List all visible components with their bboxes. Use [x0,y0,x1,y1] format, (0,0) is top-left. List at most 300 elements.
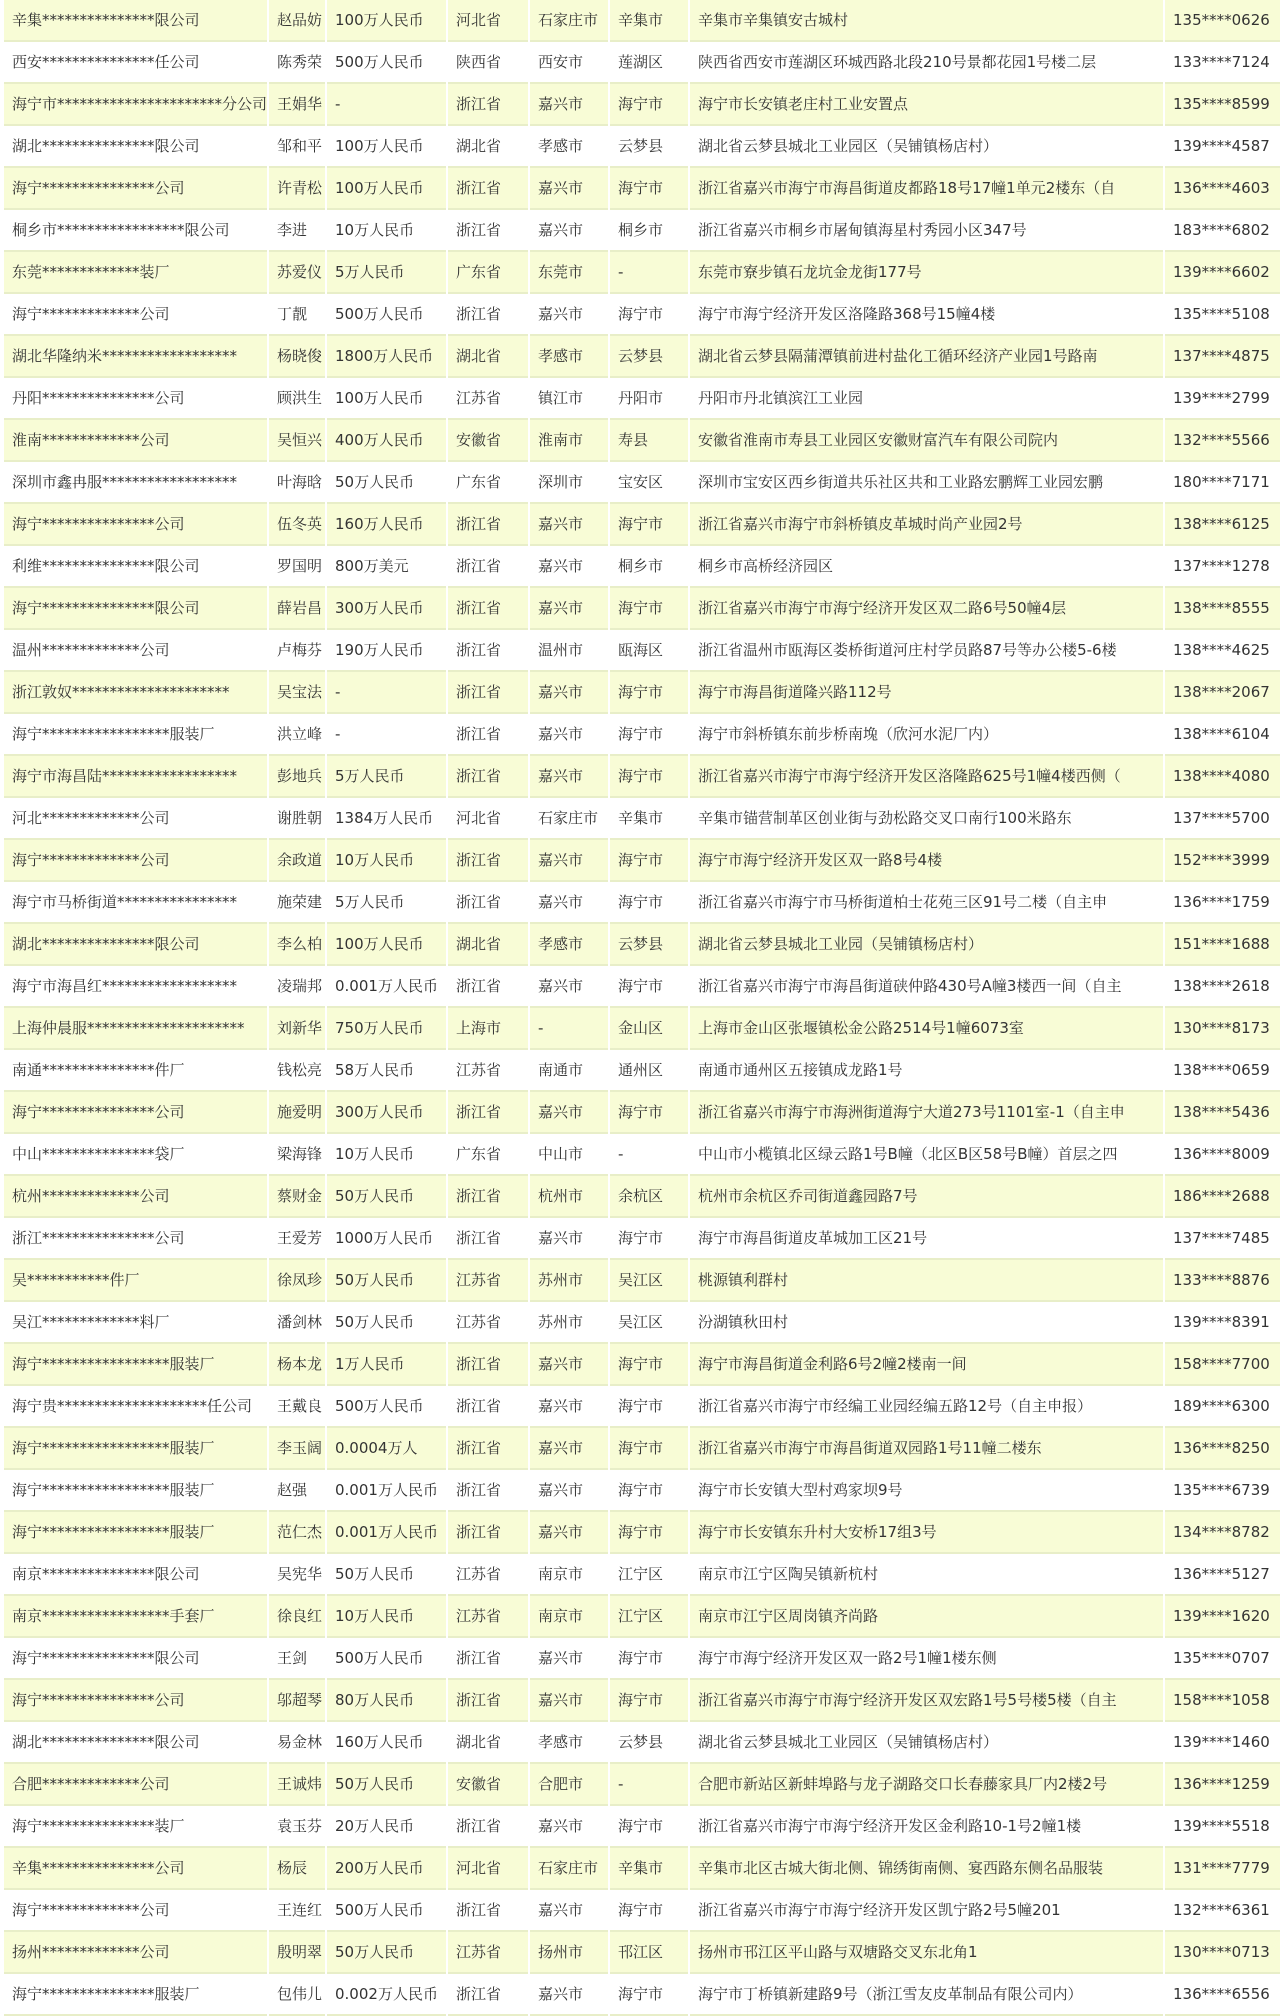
province-cell: 浙江省 [448,1218,528,1260]
province-cell: 浙江省 [448,840,528,882]
legal-rep-cell: 凌瑞邦 [269,966,325,1008]
phone-cell: 130****8173 [1165,1008,1280,1050]
phone-cell: 151****1688 [1165,924,1280,966]
legal-rep-cell: 薛岩昌 [269,588,325,630]
company-name-cell: 上海仲晨服********************* [4,1008,267,1050]
address-cell: 辛集市辛集镇安古城村 [690,0,1163,42]
company-name-cell: 西安***************任公司 [4,42,267,84]
company-name-cell: 海宁*****************服装厂 [4,1512,267,1554]
phone-cell: 183****6802 [1165,210,1280,252]
city-cell: 嘉兴市 [530,840,608,882]
company-table [2,0,1280,2016]
phone-cell: 152****3999 [1165,840,1280,882]
province-cell: 浙江省 [448,546,528,588]
company-name-cell: 辛集***************公司 [4,1848,267,1890]
district-cell: 海宁市 [610,294,688,336]
table-row [4,798,1280,840]
capital-cell: 10万人民币 [327,1134,446,1176]
legal-rep-cell: 洪立峰 [269,714,325,756]
province-cell: 江苏省 [448,1260,528,1302]
city-cell: 嘉兴市 [530,966,608,1008]
legal-rep-cell: 吴宪华 [269,1554,325,1596]
district-cell: 海宁市 [610,1890,688,1932]
table-row [4,1806,1280,1848]
capital-cell: 10万人民币 [327,210,446,252]
legal-rep-cell: 李进 [269,210,325,252]
company-name-cell: 丹阳***************公司 [4,378,267,420]
address-cell: 浙江省嘉兴市海宁市海昌街道皮都路18号17幢1单元2楼东（自 [690,168,1163,210]
address-cell: 南京市江宁区陶吴镇新杭村 [690,1554,1163,1596]
address-cell: 桐乡市高桥经济园区 [690,546,1163,588]
city-cell: 南京市 [530,1596,608,1638]
company-name-cell: 海宁*************公司 [4,1890,267,1932]
legal-rep-cell: 徐凤珍 [269,1260,325,1302]
capital-cell: 0.001万人民币 [327,966,446,1008]
district-cell: - [610,252,688,294]
table-row [4,588,1280,630]
province-cell: 浙江省 [448,1512,528,1554]
province-cell: 上海市 [448,1008,528,1050]
address-cell: 浙江省嘉兴市海宁市海昌街道双园路1号11幢二楼东 [690,1428,1163,1470]
province-cell: 浙江省 [448,966,528,1008]
capital-cell: 50万人民币 [327,1302,446,1344]
company-name-cell: 淮南*************公司 [4,420,267,462]
table-row [4,1386,1280,1428]
legal-rep-cell: 杨辰 [269,1848,325,1890]
city-cell: 石家庄市 [530,0,608,42]
district-cell: 海宁市 [610,1512,688,1554]
company-name-cell: 杭州*************公司 [4,1176,267,1218]
legal-rep-cell: 伍冬英 [269,504,325,546]
phone-cell: 137****7485 [1165,1218,1280,1260]
table-row [4,336,1280,378]
district-cell: 通州区 [610,1050,688,1092]
table-row [4,630,1280,672]
address-cell: 辛集市北区古城大街北侧、锦绣街南侧、宴西路东侧名品服装 [690,1848,1163,1890]
city-cell: 温州市 [530,630,608,672]
province-cell: 浙江省 [448,1428,528,1470]
district-cell: 江宁区 [610,1554,688,1596]
legal-rep-cell: 李么柏 [269,924,325,966]
table-row [4,1722,1280,1764]
legal-rep-cell: 顾洪生 [269,378,325,420]
capital-cell: 1万人民币 [327,1344,446,1386]
phone-cell: 135****6739 [1165,1470,1280,1512]
district-cell: 海宁市 [610,714,688,756]
city-cell: 石家庄市 [530,798,608,840]
province-cell: 浙江省 [448,630,528,672]
phone-cell: 139****5518 [1165,1806,1280,1848]
capital-cell: 750万人民币 [327,1008,446,1050]
table-row [4,1008,1280,1050]
company-name-cell: 海宁*****************服装厂 [4,1344,267,1386]
district-cell: 海宁市 [610,1680,688,1722]
province-cell: 浙江省 [448,294,528,336]
company-name-cell: 浙江***************公司 [4,1218,267,1260]
company-name-cell: 桐乡市*****************限公司 [4,210,267,252]
province-cell: 浙江省 [448,84,528,126]
address-cell: 海宁市海宁经济开发区双一路2号1幢1楼东侧 [690,1638,1163,1680]
district-cell: 海宁市 [610,84,688,126]
province-cell: 浙江省 [448,714,528,756]
province-cell: 江苏省 [448,1050,528,1092]
district-cell: 海宁市 [610,1092,688,1134]
phone-cell: 132****5566 [1165,420,1280,462]
phone-cell: 180****7171 [1165,462,1280,504]
city-cell: 嘉兴市 [530,1680,608,1722]
address-cell: 海宁市斜桥镇东前步桥南堍（欣河水泥厂内） [690,714,1163,756]
phone-cell: 135****0707 [1165,1638,1280,1680]
phone-cell: 138****6125 [1165,504,1280,546]
company-name-cell: 温州*************公司 [4,630,267,672]
legal-rep-cell: 王诚炜 [269,1764,325,1806]
legal-rep-cell: 施爱明 [269,1092,325,1134]
address-cell: 海宁市长安镇东升村大安桥17组3号 [690,1512,1163,1554]
city-cell: 嘉兴市 [530,1890,608,1932]
capital-cell: 0.0004万人 [327,1428,446,1470]
district-cell: 吴江区 [610,1260,688,1302]
capital-cell: 0.001万人民币 [327,1512,446,1554]
table-row [4,1596,1280,1638]
company-name-cell: 利维***************限公司 [4,546,267,588]
table-row [4,252,1280,294]
legal-rep-cell: 赵强 [269,1470,325,1512]
company-name-cell: 海宁市海昌红****************** [4,966,267,1008]
city-cell: 苏州市 [530,1260,608,1302]
legal-rep-cell: 王连红 [269,1890,325,1932]
legal-rep-cell: 潘剑林 [269,1302,325,1344]
phone-cell: 136****8250 [1165,1428,1280,1470]
company-name-cell: 浙江敦奴********************* [4,672,267,714]
address-cell: 浙江省嘉兴市海宁市海宁经济开发区金利路10-1号2幢1楼 [690,1806,1163,1848]
district-cell: 金山区 [610,1008,688,1050]
legal-rep-cell: 余政道 [269,840,325,882]
city-cell: 嘉兴市 [530,210,608,252]
city-cell: 镇江市 [530,378,608,420]
legal-rep-cell: 邬超琴 [269,1680,325,1722]
address-cell: 海宁市海昌街道金利路6号2幢2楼南一间 [690,1344,1163,1386]
address-cell: 海宁市海昌街道隆兴路112号 [690,672,1163,714]
address-cell: 浙江省嘉兴市海宁市海宁经济开发区双二路6号50幢4层 [690,588,1163,630]
phone-cell: 138****5436 [1165,1092,1280,1134]
phone-cell: 130****0713 [1165,1932,1280,1974]
capital-cell: - [327,84,446,126]
city-cell: 嘉兴市 [530,1344,608,1386]
legal-rep-cell: 袁玉芬 [269,1806,325,1848]
legal-rep-cell: 苏爱仪 [269,252,325,294]
legal-rep-cell: 包伟儿 [269,1974,325,2016]
address-cell: 杭州市余杭区乔司街道鑫园路7号 [690,1176,1163,1218]
table-row [4,1134,1280,1176]
district-cell: 海宁市 [610,1386,688,1428]
phone-cell: 139****4587 [1165,126,1280,168]
address-cell: 海宁市长安镇大型村鸡家坝9号 [690,1470,1163,1512]
province-cell: 广东省 [448,462,528,504]
district-cell: 海宁市 [610,588,688,630]
company-name-cell: 吴***********件厂 [4,1260,267,1302]
capital-cell: 500万人民币 [327,294,446,336]
district-cell: 海宁市 [610,1218,688,1260]
legal-rep-cell: 王剑 [269,1638,325,1680]
district-cell: 海宁市 [610,672,688,714]
company-name-cell: 合肥*************公司 [4,1764,267,1806]
capital-cell: 500万人民币 [327,1638,446,1680]
company-name-cell: 南通***************件厂 [4,1050,267,1092]
district-cell: 莲湖区 [610,42,688,84]
table-row [4,210,1280,252]
legal-rep-cell: 邹和平 [269,126,325,168]
capital-cell: 1384万人民币 [327,798,446,840]
city-cell: 淮南市 [530,420,608,462]
district-cell: - [610,1764,688,1806]
province-cell: 浙江省 [448,672,528,714]
phone-cell: 139****2799 [1165,378,1280,420]
district-cell: 云梦县 [610,1722,688,1764]
district-cell: 辛集市 [610,1848,688,1890]
city-cell: 嘉兴市 [530,1428,608,1470]
province-cell: 浙江省 [448,1890,528,1932]
district-cell: 辛集市 [610,0,688,42]
capital-cell: 58万人民币 [327,1050,446,1092]
city-cell: - [530,1008,608,1050]
table-row [4,882,1280,924]
capital-cell: 100万人民币 [327,924,446,966]
province-cell: 广东省 [448,252,528,294]
table-row [4,0,1280,42]
table-row [4,924,1280,966]
legal-rep-cell: 王戴良 [269,1386,325,1428]
capital-cell: 50万人民币 [327,1554,446,1596]
district-cell: 海宁市 [610,840,688,882]
company-name-cell: 海宁*****************服装厂 [4,714,267,756]
table-row [4,504,1280,546]
phone-cell: 139****6602 [1165,252,1280,294]
address-cell: 海宁市长安镇老庄村工业安置点 [690,84,1163,126]
city-cell: 南京市 [530,1554,608,1596]
district-cell: 海宁市 [610,168,688,210]
table-row [4,420,1280,462]
capital-cell: 400万人民币 [327,420,446,462]
address-cell: 中山市小榄镇北区绿云路1号B幢（北区B区58号B幢）首层之四 [690,1134,1163,1176]
capital-cell: 100万人民币 [327,378,446,420]
district-cell: 邗江区 [610,1932,688,1974]
phone-cell: 136****1759 [1165,882,1280,924]
table-row [4,546,1280,588]
table-row [4,840,1280,882]
capital-cell: 20万人民币 [327,1806,446,1848]
legal-rep-cell: 刘新华 [269,1008,325,1050]
city-cell: 嘉兴市 [530,588,608,630]
capital-cell: 190万人民币 [327,630,446,672]
phone-cell: 137****5700 [1165,798,1280,840]
city-cell: 嘉兴市 [530,1512,608,1554]
phone-cell: 138****4625 [1165,630,1280,672]
phone-cell: 138****2067 [1165,672,1280,714]
company-name-cell: 海宁***************限公司 [4,588,267,630]
legal-rep-cell: 丁靓 [269,294,325,336]
phone-cell: 136****1259 [1165,1764,1280,1806]
phone-cell: 135****8599 [1165,84,1280,126]
company-name-cell: 海宁*************公司 [4,294,267,336]
phone-cell: 139****8391 [1165,1302,1280,1344]
province-cell: 河北省 [448,798,528,840]
address-cell: 南通市通州区五接镇成龙路1号 [690,1050,1163,1092]
city-cell: 嘉兴市 [530,504,608,546]
company-name-cell: 海宁贵********************任公司 [4,1386,267,1428]
capital-cell: 50万人民币 [327,1260,446,1302]
capital-cell: 50万人民币 [327,1764,446,1806]
city-cell: 嘉兴市 [530,714,608,756]
company-name-cell: 南京*****************手套厂 [4,1596,267,1638]
company-name-cell: 海宁***************公司 [4,1092,267,1134]
capital-cell: 500万人民币 [327,42,446,84]
city-cell: 嘉兴市 [530,756,608,798]
capital-cell: 80万人民币 [327,1680,446,1722]
table-row [4,42,1280,84]
district-cell: 桐乡市 [610,210,688,252]
capital-cell: 5万人民币 [327,252,446,294]
district-cell: 辛集市 [610,798,688,840]
address-cell: 海宁市丁桥镇新建路9号（浙江雪友皮革制品有限公司内） [690,1974,1163,2016]
table-row [4,1092,1280,1134]
table-row [4,714,1280,756]
city-cell: 嘉兴市 [530,1974,608,2016]
province-cell: 浙江省 [448,756,528,798]
province-cell: 湖北省 [448,336,528,378]
capital-cell: 50万人民币 [327,462,446,504]
city-cell: 苏州市 [530,1302,608,1344]
company-name-cell: 海宁*************公司 [4,840,267,882]
legal-rep-cell: 殷明翠 [269,1932,325,1974]
company-name-cell: 海宁市**********************分公司 [4,84,267,126]
address-cell: 浙江省嘉兴市海宁市海宁经济开发区双宏路1号5号楼5楼（自主 [690,1680,1163,1722]
province-cell: 浙江省 [448,1344,528,1386]
address-cell: 海宁市海宁经济开发区双一路8号4楼 [690,840,1163,882]
city-cell: 嘉兴市 [530,1806,608,1848]
table-row [4,1974,1280,2016]
city-cell: 嘉兴市 [530,294,608,336]
province-cell: 安徽省 [448,1764,528,1806]
company-name-cell: 南京***************限公司 [4,1554,267,1596]
province-cell: 陕西省 [448,42,528,84]
legal-rep-cell: 杨本龙 [269,1344,325,1386]
table-row [4,1260,1280,1302]
capital-cell: 5万人民币 [327,756,446,798]
legal-rep-cell: 吴宝法 [269,672,325,714]
district-cell: 吴江区 [610,1302,688,1344]
legal-rep-cell: 李玉阔 [269,1428,325,1470]
province-cell: 浙江省 [448,1386,528,1428]
table-row [4,1932,1280,1974]
address-cell: 浙江省嘉兴市海宁市马桥街道柏士花苑三区91号二楼（自主申 [690,882,1163,924]
company-name-cell: 中山***************袋厂 [4,1134,267,1176]
district-cell: 宝安区 [610,462,688,504]
province-cell: 江苏省 [448,1302,528,1344]
phone-cell: 134****8782 [1165,1512,1280,1554]
table-row [4,1638,1280,1680]
city-cell: 孝感市 [530,126,608,168]
city-cell: 合肥市 [530,1764,608,1806]
province-cell: 河北省 [448,1848,528,1890]
company-name-cell: 海宁***************装厂 [4,1806,267,1848]
table-row [4,126,1280,168]
address-cell: 浙江省嘉兴市海宁市海洲街道海宁大道273号1101室-1（自主申 [690,1092,1163,1134]
province-cell: 浙江省 [448,210,528,252]
district-cell: 海宁市 [610,756,688,798]
capital-cell: 800万美元 [327,546,446,588]
province-cell: 江苏省 [448,1596,528,1638]
province-cell: 江苏省 [448,1554,528,1596]
capital-cell: 160万人民币 [327,1722,446,1764]
capital-cell: 0.001万人民币 [327,1470,446,1512]
table-row [4,966,1280,1008]
city-cell: 嘉兴市 [530,1218,608,1260]
address-cell: 桃源镇利群村 [690,1260,1163,1302]
province-cell: 江苏省 [448,378,528,420]
capital-cell: 100万人民币 [327,126,446,168]
district-cell: 海宁市 [610,1638,688,1680]
district-cell: 海宁市 [610,1806,688,1848]
address-cell: 海宁市海昌街道皮革城加工区21号 [690,1218,1163,1260]
district-cell: 桐乡市 [610,546,688,588]
city-cell: 嘉兴市 [530,168,608,210]
phone-cell: 158****7700 [1165,1344,1280,1386]
province-cell: 广东省 [448,1134,528,1176]
province-cell: 浙江省 [448,1806,528,1848]
city-cell: 嘉兴市 [530,882,608,924]
province-cell: 江苏省 [448,1932,528,1974]
table-row [4,1848,1280,1890]
city-cell: 杭州市 [530,1176,608,1218]
capital-cell: 50万人民币 [327,1932,446,1974]
legal-rep-cell: 施荣建 [269,882,325,924]
company-name-cell: 海宁*****************服装厂 [4,1470,267,1512]
address-cell: 浙江省嘉兴市海宁市海宁经济开发区凯宁路2号5幢201 [690,1890,1163,1932]
city-cell: 西安市 [530,42,608,84]
city-cell: 东莞市 [530,252,608,294]
legal-rep-cell: 钱松亮 [269,1050,325,1092]
province-cell: 湖北省 [448,126,528,168]
address-cell: 合肥市新站区新蚌埠路与龙子湖路交口长春藤家具厂内2楼2号 [690,1764,1163,1806]
address-cell: 浙江省嘉兴市海宁市经编工业园经编五路12号（自主申报） [690,1386,1163,1428]
address-cell: 浙江省嘉兴市海宁市海宁经济开发区洛隆路625号1幢4楼西侧（ [690,756,1163,798]
capital-cell: 200万人民币 [327,1848,446,1890]
table-row [4,1344,1280,1386]
address-cell: 安徽省淮南市寿县工业园区安徽财富汽车有限公司院内 [690,420,1163,462]
city-cell: 嘉兴市 [530,1386,608,1428]
address-cell: 深圳市宝安区西乡街道共乐社区共和工业路宏鹏辉工业园宏鹏 [690,462,1163,504]
province-cell: 浙江省 [448,1092,528,1134]
legal-rep-cell: 吴恒兴 [269,420,325,462]
phone-cell: 137****1278 [1165,546,1280,588]
legal-rep-cell: 梁海锋 [269,1134,325,1176]
city-cell: 孝感市 [530,336,608,378]
phone-cell: 138****0659 [1165,1050,1280,1092]
table-row [4,1890,1280,1932]
district-cell: 云梦县 [610,336,688,378]
address-cell: 湖北省云梦县城北工业园区（吴铺镇杨店村） [690,1722,1163,1764]
phone-cell: 189****6300 [1165,1386,1280,1428]
province-cell: 湖北省 [448,1722,528,1764]
capital-cell: 300万人民币 [327,1092,446,1134]
table-row [4,1764,1280,1806]
phone-cell: 138****8555 [1165,588,1280,630]
city-cell: 石家庄市 [530,1848,608,1890]
company-name-cell: 海宁***************公司 [4,168,267,210]
phone-cell: 137****4875 [1165,336,1280,378]
address-cell: 南京市江宁区周岗镇齐尚路 [690,1596,1163,1638]
table-row [4,1512,1280,1554]
